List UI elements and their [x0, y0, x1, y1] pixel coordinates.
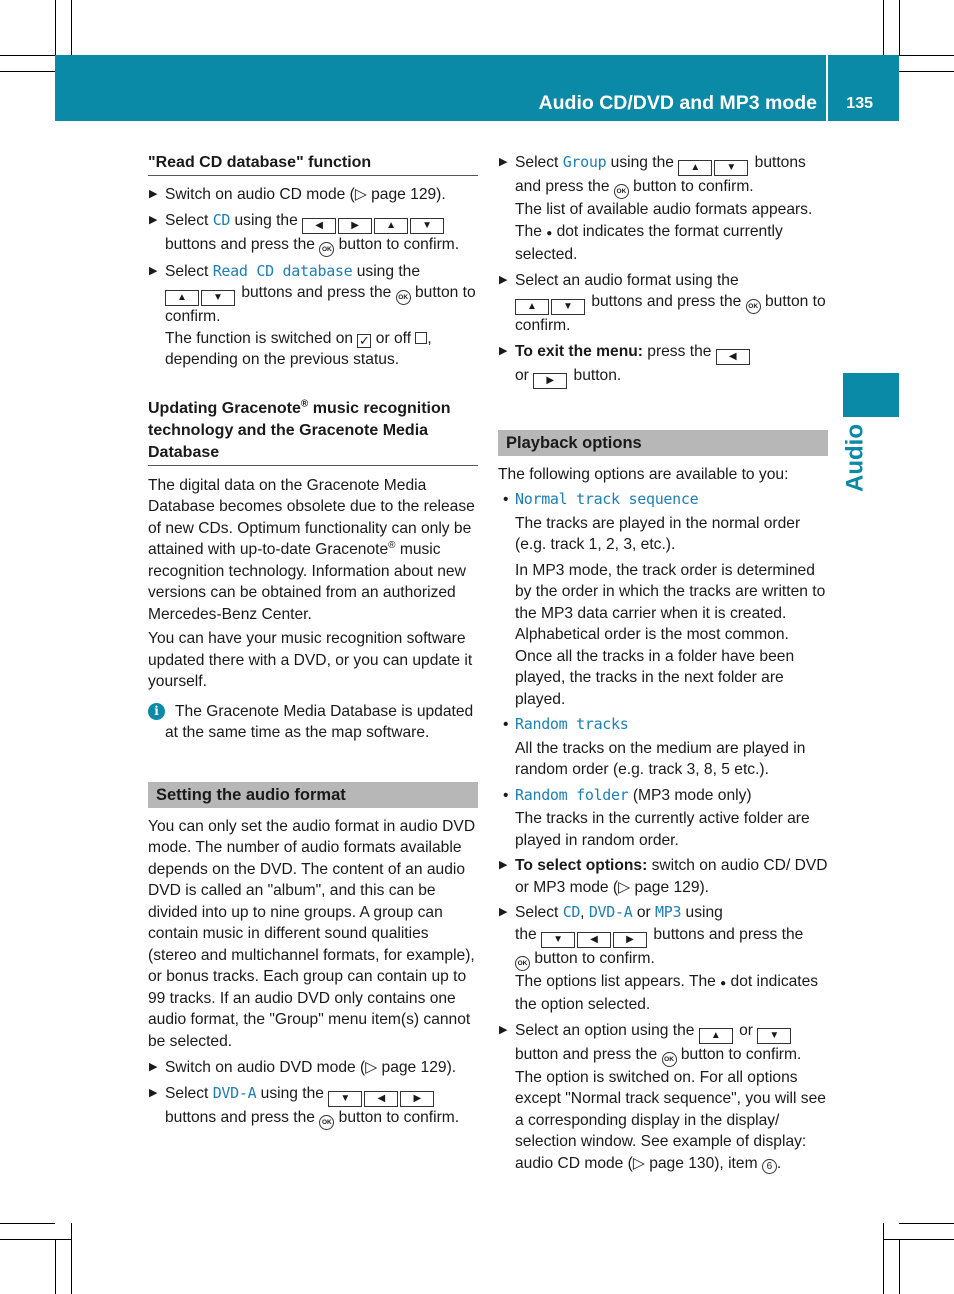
crop-mark: [899, 1223, 954, 1224]
crop-mark: [899, 1239, 900, 1294]
triangle-right-icon: ▶: [149, 264, 158, 277]
paragraph: You can have your music recognition software updated there with a DVD, or you can update it yourself.: [148, 630, 473, 690]
down-arrow-key-icon: ▼: [410, 218, 444, 234]
page-header: [55, 55, 899, 121]
ok-button-icon: OK: [319, 242, 334, 257]
crop-mark: [0, 1223, 55, 1224]
option-description: All the tracks on the medium are played in random order (e.g. track 3, 8, 5 etc.).: [515, 739, 806, 778]
info-note: i The Gracenote Media Database is updated at the same time as the map software.: [148, 701, 478, 744]
paragraph: The digital data on the Gracenote Media Database becomes obsolete due to the release of new CDs. Optimum functionality can only be attained with up-to-date Gracenote® music recognition technology. Information about new versions can be obtained from an authorized Mercedes-Benz Center.: [148, 476, 475, 623]
option-description: The tracks are played in the normal order (e.g. track 1, 2, 3, etc.).: [515, 514, 801, 553]
triangle-right-icon: ▶: [499, 273, 508, 286]
crop-mark: [71, 1223, 72, 1294]
side-tab: [843, 373, 899, 417]
option-description: The tracks in the currently active folder are played in random order.: [515, 810, 810, 849]
step-item: ▶ Switch on audio DVD mode (▷ page 129).: [148, 1057, 478, 1079]
down-arrow-key-icon: ▼: [201, 290, 235, 306]
menu-term: MP3: [655, 903, 682, 921]
menu-term: CD: [562, 903, 581, 921]
crop-mark: [0, 1239, 71, 1240]
step-item: ▶ Switch on audio CD mode (▷ page 129).: [148, 184, 478, 206]
up-arrow-key-icon: ▲: [515, 299, 549, 315]
right-arrow-key-icon: ▶: [613, 932, 647, 948]
audio-format-heading: Setting the audio format: [148, 782, 478, 808]
gracenote-heading: Updating Gracenote® music recognition technology and the Gracenote Media Database: [148, 398, 478, 466]
crop-mark: [899, 55, 954, 56]
crop-mark: [883, 1223, 884, 1294]
checkbox-checked-icon: ✓: [358, 332, 370, 348]
menu-term: Read CD database: [212, 261, 353, 280]
crop-mark: [55, 0, 56, 55]
step-item: ▶ To select options: switch on audio CD/ DVD or MP3 mode (▷ page 129).: [499, 857, 828, 896]
page-title: Audio CD/DVD and MP3 mode: [538, 92, 817, 114]
ok-button-icon: OK: [746, 299, 761, 314]
triangle-right-icon: ▶: [499, 156, 508, 168]
menu-term: DVD-A: [588, 903, 633, 921]
triangle-right-icon: ▶: [149, 213, 158, 226]
step-item: ▶ Select Group using the ▲ ▼ buttons and press the OK button to confirm. The list of available audio formats appears. The ● dot indicates the format currently selected.: [499, 153, 813, 263]
page-number: 135: [846, 95, 873, 112]
step-item: ▶ Select an option using the ▲ or ▼ button and press the OK button to confirm. The option is switched on. For all options except "Normal track sequence", you will see a corresponding display in the display/ selection window. See example of display: audio CD mode (▷ page 130), item 6 .: [499, 1021, 826, 1172]
left-arrow-key-icon: ◀: [302, 218, 336, 234]
triangle-right-icon: ▶: [499, 1023, 508, 1036]
right-arrow-key-icon: ▶: [533, 373, 567, 389]
triangle-right-icon: ▶: [149, 1061, 158, 1073]
paragraph: You can only set the audio format in audio DVD mode. The number of audio formats available depends on the DVD. The content of an audio DVD is called an "album", and this can be divided into up to nine groups. A group can contain music in different sound qualities (stereo and multichannel formats, for example), or bonus tracks. Each group can contain up to 99 tracks. If an audio DVD only contains one audio format, the "Group" menu item(s) cannot be selected.: [148, 817, 476, 1050]
up-arrow-key-icon: ▲: [699, 1028, 733, 1044]
left-column: [148, 152, 478, 1134]
triangle-right-icon: ▶: [499, 906, 508, 918]
ok-button-icon: OK: [662, 1052, 677, 1067]
left-arrow-key-icon: ◀: [716, 349, 750, 365]
step-item: ▶ Select an audio format using the ▲ ▼ buttons and press the OK button to confirm.: [499, 271, 826, 334]
info-icon: i: [148, 703, 165, 720]
step-item: ▶ Select CD, DVD-A or MP3 using the ▼ ◀ ▶ buttons and press the OK button to confirm. The options list appears. The ● dot indicates the option selected.: [499, 903, 819, 1013]
left-arrow-key-icon: ◀: [364, 1091, 398, 1107]
up-arrow-key-icon: ▲: [678, 160, 712, 176]
right-arrow-key-icon: ▶: [400, 1091, 434, 1107]
step-item: ▶ To exit the menu: press the ◀ or ▶ button.: [498, 341, 828, 389]
down-arrow-key-icon: ▼: [541, 932, 575, 948]
crop-mark: [883, 1239, 954, 1240]
left-arrow-key-icon: ◀: [577, 932, 611, 948]
option-item: • Random folder (MP3 mode only): [503, 785, 752, 804]
triangle-right-icon: ▶: [499, 344, 508, 357]
triangle-right-icon: ▶: [499, 859, 508, 871]
ok-button-icon: OK: [319, 1115, 334, 1130]
step-item: ▶ Select CD using the ◀ ▶ ▲ ▼ buttons and press the OK button to confirm.: [148, 210, 478, 257]
up-arrow-key-icon: ▲: [374, 218, 408, 234]
right-column: [498, 152, 828, 1178]
menu-term: Random tracks: [515, 715, 629, 733]
ok-button-icon: OK: [515, 956, 530, 971]
down-arrow-key-icon: ▼: [328, 1091, 362, 1107]
right-arrow-key-icon: ▶: [338, 218, 372, 234]
down-arrow-key-icon: ▼: [757, 1028, 791, 1044]
option-item: • Normal track sequence: [503, 490, 699, 508]
menu-term: DVD-A: [212, 1083, 257, 1102]
option-description: In MP3 mode, the track order is determined by the order in which the tracks are written to the MP3 data carrier when it is created. Alphabetical order is the most common. Once all the tracks in a folder have been played, the tracks in the next folder are played.: [515, 561, 826, 708]
crop-mark: [55, 1239, 56, 1294]
up-arrow-key-icon: ▲: [165, 290, 199, 306]
paragraph: The following options are available to you:: [498, 465, 789, 483]
step-item: ▶ Select DVD-A using the ▼ ◀ ▶ buttons and press the OK button to confirm.: [148, 1083, 478, 1130]
dot-icon: ●: [720, 977, 727, 989]
dot-icon: ●: [546, 227, 553, 239]
checkbox-empty-icon: [415, 332, 427, 344]
playback-options-heading: Playback options: [498, 430, 828, 456]
read-cd-heading: "Read CD database" function: [148, 152, 478, 176]
side-tab-label: Audio: [841, 424, 869, 492]
crop-mark: [0, 55, 55, 56]
menu-term: Normal track sequence: [515, 490, 699, 508]
step-item: ▶ Select Read CD database using the ▲ ▼ buttons and press the OK button to confirm. The function is switched on ✓ or off , depending on the previous status.: [149, 261, 476, 368]
crop-mark: [899, 0, 900, 55]
header-divider: [826, 55, 828, 121]
item-number-badge: 6: [762, 1159, 777, 1174]
menu-term: CD: [212, 210, 231, 229]
menu-term: Group: [562, 153, 607, 171]
option-item: • Random tracks: [503, 715, 629, 733]
down-arrow-key-icon: ▼: [551, 299, 585, 315]
ok-button-icon: OK: [396, 290, 411, 305]
menu-term: Random folder: [515, 785, 629, 804]
triangle-right-icon: ▶: [149, 188, 158, 200]
down-arrow-key-icon: ▼: [714, 160, 748, 176]
triangle-right-icon: ▶: [149, 1086, 158, 1099]
ok-button-icon: OK: [614, 184, 629, 199]
